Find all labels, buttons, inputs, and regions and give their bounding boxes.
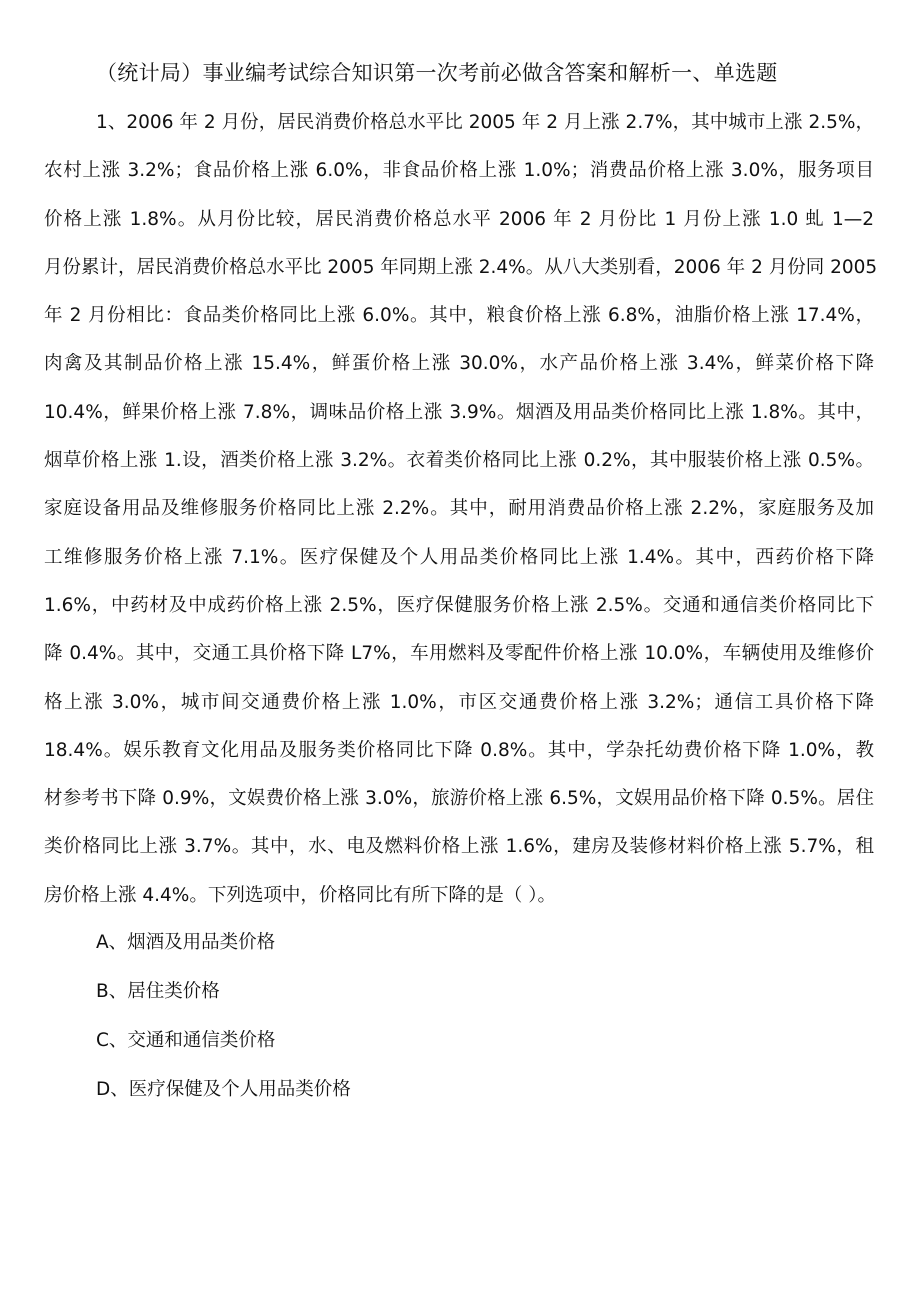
question-line: 1.6%，中药材及中成药价格上涨 2.5%，医疗保健服务价格上涨 2.5%。交通和通信类价格同比下	[44, 594, 874, 616]
question-line: 降 0.4%。其中，交通工具价格下降 L7%，车用燃料及零配件价格上涨 10.0%，车辆使用及维修价	[44, 643, 874, 665]
question-line: 格上涨 3.0%，城市间交通费价格上涨 1.0%，市区交通费价格上涨 3.2%；通信工具价格下降	[44, 691, 874, 713]
question-line: 1、2006 年 2 月份，居民消费价格总水平比 2005 年 2 月上涨 2.7%，其中城市上涨 2.5%，	[96, 112, 874, 133]
question-line: 农村上涨 3.2%；食品价格上涨 6.0%，非食品价格上涨 1.0%；消费品价格上涨 3.0%，服务项目	[44, 160, 874, 182]
question-line: 烟草价格上涨 1.设，酒类价格上涨 3.2%。衣着类价格同比上涨 0.2%，其中服装价格上涨 0.5%。	[44, 450, 874, 472]
question-line: 家庭设备用品及维修服务价格同比上涨 2.2%。其中，耐用消费品价格上涨 2.2%，家庭服务及加	[44, 498, 874, 520]
question-line: 类价格同比上涨 3.7%。其中，水、电及燃料价格上涨 1.6%，建房及装修材料价格上涨 5.7%，租	[44, 836, 874, 858]
answer-options	[96, 926, 351, 1122]
question-text	[44, 106, 878, 927]
option-c[interactable]: C、交通和通信类价格	[96, 1030, 276, 1051]
question-line: 18.4%。娱乐教育文化用品及服务类价格同比下降 0.8%。其中，学杂托幼费价格下降 1.0%，教	[44, 739, 874, 761]
question-line: 年 2 月份相比：食品类价格同比上涨 6.0%。其中，粮食价格上涨 6.8%，油脂价格上涨 17.4%，	[44, 305, 874, 327]
question-line: 月份累计，居民消费价格总水平比 2005 年同期上涨 2.4%。从八大类别看，2006 年 2 月份同 2005	[44, 256, 878, 278]
option-a[interactable]: A、烟酒及用品类价格	[96, 932, 276, 953]
option-d[interactable]: D、医疗保健及个人用品类价格	[96, 1079, 351, 1100]
question-line: 价格上涨 1.8%。从月份比较，居民消费价格总水平 2006 年 2 月份比 1 月份上涨 1.0 虬 1—2	[44, 208, 874, 230]
page-title: （统计局）事业编考试综合知识第一次考前必做含答案和解析一、单选题	[96, 61, 778, 85]
question-line: 材参考书下降 0.9%，文娱费价格上涨 3.0%，旅游价格上涨 6.5%，文娱用品价格下降 0.5%。居住	[44, 788, 874, 810]
question-line: 工维修服务价格上涨 7.1%。医疗保健及个人用品类价格同比上涨 1.4%。其中，西药价格下降	[44, 546, 874, 568]
option-b[interactable]: B、居住类价格	[96, 981, 220, 1002]
question-line: 肉禽及其制品价格上涨 15.4%，鲜蛋价格上涨 30.0%，水产品价格上涨 3.4%，鲜菜价格下降	[44, 353, 874, 375]
question-line: 10.4%，鲜果价格上涨 7.8%，调味品价格上涨 3.9%。烟酒及用品类价格同比上涨 1.8%。其中，	[44, 401, 874, 423]
question-line: 房价格上涨 4.4%。下列选项中，价格同比有所下降的是（ ）。	[44, 884, 557, 906]
